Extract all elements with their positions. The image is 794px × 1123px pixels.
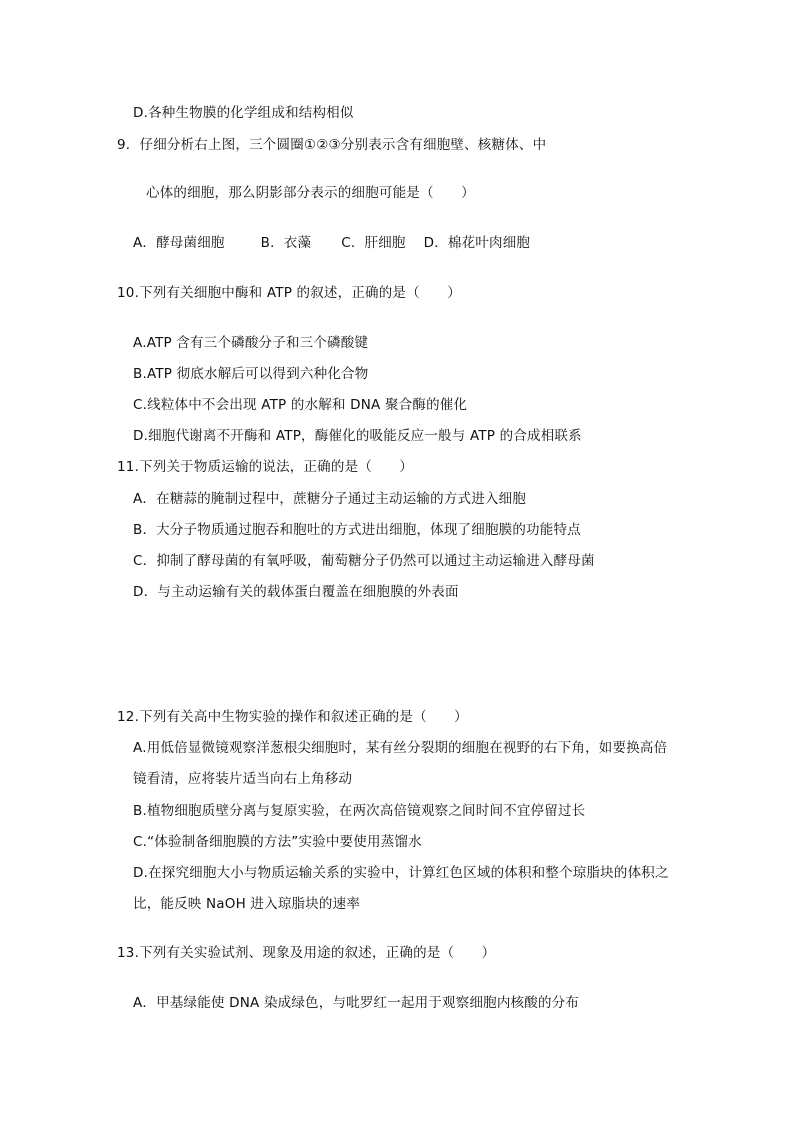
q12-option-d-line2: 比，能反映 NaOH 进入琼脂块的速率: [133, 896, 361, 912]
q11-stem: 11.下列关于物质运输的说法，正确的是（ ）: [117, 459, 414, 475]
q13-option-a: A．甲基绿能使 DNA 染成绿色，与吡罗红一起用于观察细胞内核酸的分布: [133, 995, 580, 1011]
q11-option-a: A．在糖蒜的腌制过程中，蔗糖分子通过主动运输的方式进入细胞: [133, 491, 527, 507]
q11-option-b: B．大分子物质通过胞吞和胞吐的方式进出细胞，体现了细胞膜的功能特点: [133, 522, 581, 538]
q11-option-d: D．与主动运输有关的载体蛋白覆盖在细胞膜的外表面: [133, 584, 459, 600]
q9-option-c: C．肝细胞: [341, 235, 406, 251]
q10-option-b: B.ATP 彻底水解后可以得到六种化合物: [133, 366, 369, 382]
q9-stem-line1: 9．仔细分析右上图，三个圆圈①②③分别表示含有细胞壁、核糖体、中: [117, 137, 547, 153]
q11-option-c: C．抑制了酵母菌的有氧呼吸，葡萄糖分子仍然可以通过主动运输进入酵母菌: [133, 553, 595, 569]
q10-option-c: C.线粒体中不会出现 ATP 的水解和 DNA 聚合酶的催化: [133, 397, 468, 413]
q9-stem-line2: 心体的细胞，那么阴影部分表示的细胞可能是（ ）: [146, 185, 475, 201]
q9-options: [133, 234, 530, 252]
q9-option-a: A．酵母菌细胞: [133, 235, 225, 251]
q9-option-d: D．棉花叶肉细胞: [423, 235, 531, 251]
q12-option-b: B.植物细胞质壁分离与复原实验，在两次高倍镜观察之间时间不宜停留过长: [133, 803, 586, 819]
q12-stem: 12.下列有关高中生物实验的操作和叙述正确的是（ ）: [117, 709, 468, 725]
q10-stem: 10.下列有关细胞中酶和 ATP 的叙述，正确的是（ ）: [117, 285, 461, 301]
q12-option-a-line2: 镜看清，应将装片适当向右上角移动: [133, 771, 353, 787]
q9-option-b: B．衣藻: [260, 235, 312, 251]
q12-option-a-line1: A.用低倍显微镜观察洋葱根尖细胞时，某有丝分裂期的细胞在视野的右下角，如要换高倍: [133, 740, 668, 756]
q13-stem: 13.下列有关实验试剂、现象及用途的叙述，正确的是（ ）: [117, 945, 496, 961]
q8-option-d: D.各种生物膜的化学组成和结构相似: [133, 105, 354, 121]
q12-option-c: C.“体验制备细胞膜的方法”实验中要使用蒸馏水: [133, 834, 422, 850]
q12-option-d-line1: D.在探究细胞大小与物质运输关系的实验中，计算红色区域的体积和整个琼脂块的体积之: [133, 865, 669, 881]
q10-option-d: D.细胞代谢离不开酶和 ATP，酶催化的吸能反应一般与 ATP 的合成相联系: [133, 428, 582, 444]
q10-option-a: A.ATP 含有三个磷酸分子和三个磷酸键: [133, 335, 369, 351]
